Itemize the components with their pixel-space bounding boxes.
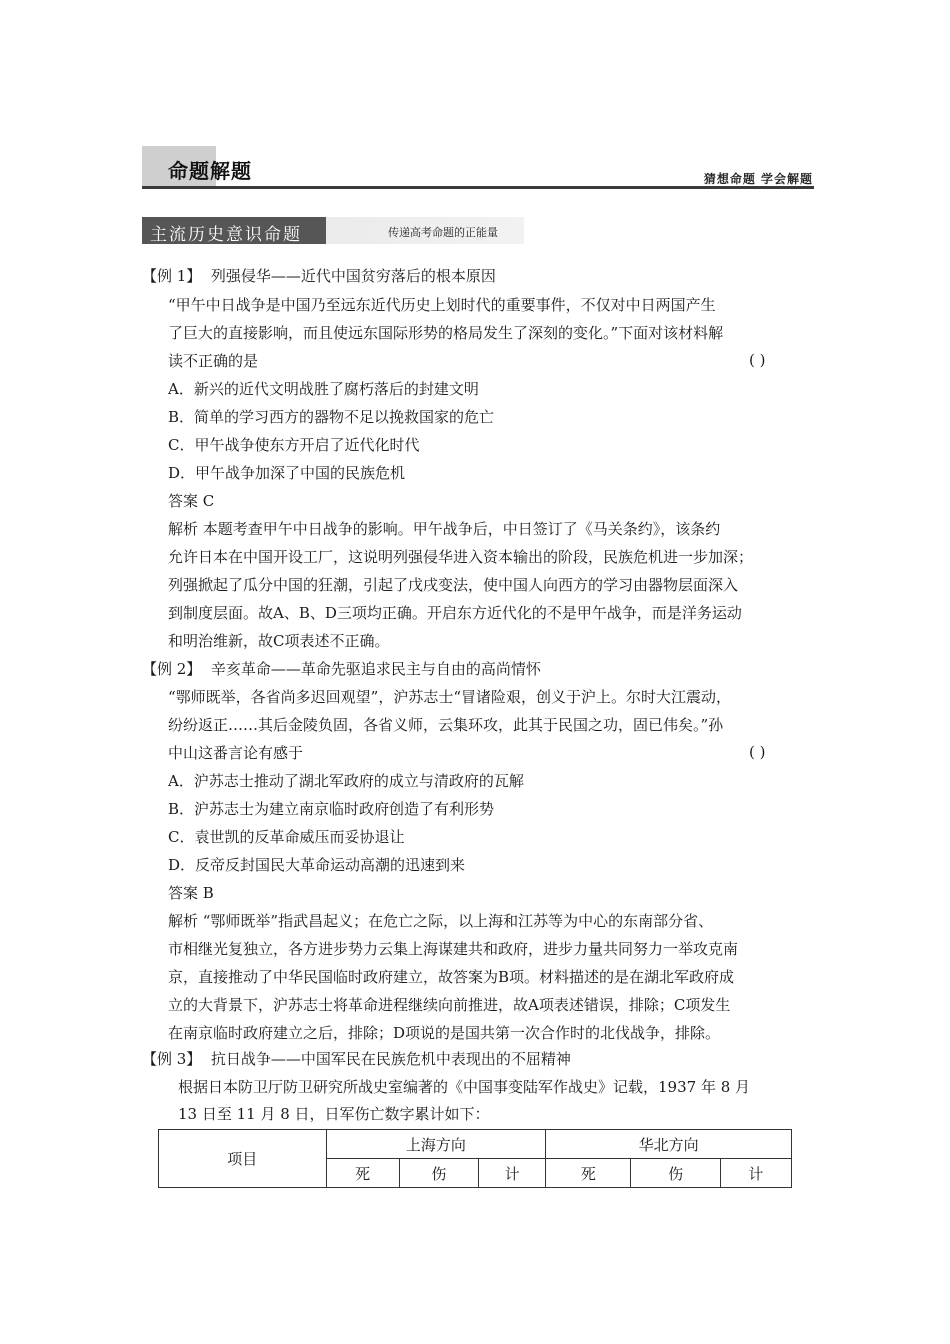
example-heading-text: 辛亥革命——革命先驱追求民主与自由的高尚情怀 <box>210 660 541 678</box>
header-divider <box>142 186 814 189</box>
casualty-table <box>158 1129 792 1188</box>
analysis-line: 解析 本题考查甲午中日战争的影响。甲午战争后，中日签订了《马关条约》，该条约 <box>168 520 721 538</box>
section-title: 主流历史意识命题 <box>150 225 302 245</box>
example-1-heading <box>142 266 496 286</box>
option-a: A．沪苏志士推动了湖北军政府的成立与清政府的瓦解 <box>168 772 524 790</box>
table-subheader: 计 <box>720 1159 791 1188</box>
option-b: B．沪苏志士为建立南京临时政府创造了有利形势 <box>168 800 495 818</box>
table-row <box>159 1130 792 1159</box>
analysis-line: 列强掀起了瓜分中国的狂潮，引起了戊戌变法，使中国人向西方的学习由器物层面深入 <box>168 576 739 594</box>
stem-line: 中山这番言论有感于 <box>168 744 304 762</box>
analysis-line: 在南京临时政府建立之后，排除；D项说的是国共第一次合作时的北伐战争，排除。 <box>168 1024 721 1042</box>
table-header-group: 上海方向 <box>326 1130 546 1159</box>
section-subtitle: 传递高考命题的正能量 <box>388 226 498 239</box>
stem-line: 了巨大的直接影响，而且使远东国际形势的格局发生了深刻的变化。”下面对该材料解 <box>168 324 724 342</box>
section-banner <box>142 217 524 244</box>
table-subheader: 伤 <box>399 1159 478 1188</box>
example-tag: 【例 3】 <box>142 1050 202 1068</box>
stem-line: 纷纷返正……其后金陵负固，各省义师，云集环攻，此其于民国之功，固已伟矣。”孙 <box>168 716 724 734</box>
table-subheader: 死 <box>546 1159 631 1188</box>
option-c: C．袁世凯的反革命威压而妥协退让 <box>168 828 405 846</box>
answer-blank: ( ) <box>749 743 766 761</box>
option-c: C．甲午战争使东方开启了近代化时代 <box>168 436 420 454</box>
analysis-line: 解析 “鄂师既举”指武昌起义；在危亡之际，以上海和江苏等为中心的东南部分省、 <box>168 912 714 930</box>
header-tagline: 猜想命题 学会解题 <box>703 172 813 186</box>
table-subheader: 伤 <box>631 1159 720 1188</box>
stem-line: “甲午中日战争是中国乃至远东近代历史上划时代的重要事件，不仅对中日两国产生 <box>168 296 716 314</box>
analysis-line: 立的大背景下，沪苏志士将革命进程继续向前推进，故A项表述错误，排除；C项发生 <box>168 996 731 1014</box>
example-3-heading <box>142 1049 571 1069</box>
option-a: A．新兴的近代文明战胜了腐朽落后的封建文明 <box>168 380 479 398</box>
table-subheader: 计 <box>478 1159 545 1188</box>
table-header-item: 项目 <box>159 1130 327 1188</box>
answer-text: 答案 C <box>168 492 215 510</box>
analysis-line: 京，直接推动了中华民国临时政府建立，故答案为B项。材料描述的是在湖北军政府成 <box>168 968 735 986</box>
option-d: D．甲午战争加深了中国的民族危机 <box>168 464 406 482</box>
analysis-line: 市相继光复独立，各方进步势力云集上海谋建共和政府，进步力量共同努力一举攻克南 <box>168 940 739 958</box>
example-heading-text: 抗日战争——中国军民在民族危机中表现出的不屈精神 <box>210 1050 571 1068</box>
analysis-line: 和明治维新，故C项表述不正确。 <box>168 632 390 650</box>
page-title: 命题解题 <box>168 159 252 183</box>
example-tag: 【例 1】 <box>142 267 202 285</box>
analysis-line: 允许日本在中国开设工厂，这说明列强侵华进入资本输出的阶段，民族危机进一步加深； <box>168 548 754 566</box>
table-subheader: 死 <box>326 1159 399 1188</box>
option-b: B．简单的学习西方的器物不足以挽救国家的危亡 <box>168 408 495 426</box>
table-header-group: 华北方向 <box>546 1130 792 1159</box>
answer-text: 答案 B <box>168 884 214 902</box>
stem-line: 根据日本防卫厅防卫研究所战史室编著的《中国事变陆军作战史》记载，1937 年 8 月 <box>178 1078 751 1096</box>
example-2-heading <box>142 659 541 679</box>
answer-blank: ( ) <box>749 351 766 369</box>
stem-line: 读不正确的是 <box>168 352 259 370</box>
example-heading-text: 列强侵华——近代中国贫穷落后的根本原因 <box>210 267 496 285</box>
stem-line: 13 日至 11 月 8 日，日军伤亡数字累计如下： <box>178 1105 490 1123</box>
option-d: D．反帝反封国民大革命运动高潮的迅速到来 <box>168 856 466 874</box>
example-tag: 【例 2】 <box>142 660 202 678</box>
stem-line: “鄂师既举，各省尚多迟回观望”，沪苏志士“冒诸险艰，创义于沪上。尔时大江震动， <box>168 688 732 706</box>
analysis-line: 到制度层面。故A、B、D三项均正确。开启东方近代化的不是甲午战争，而是洋务运动 <box>168 604 742 622</box>
